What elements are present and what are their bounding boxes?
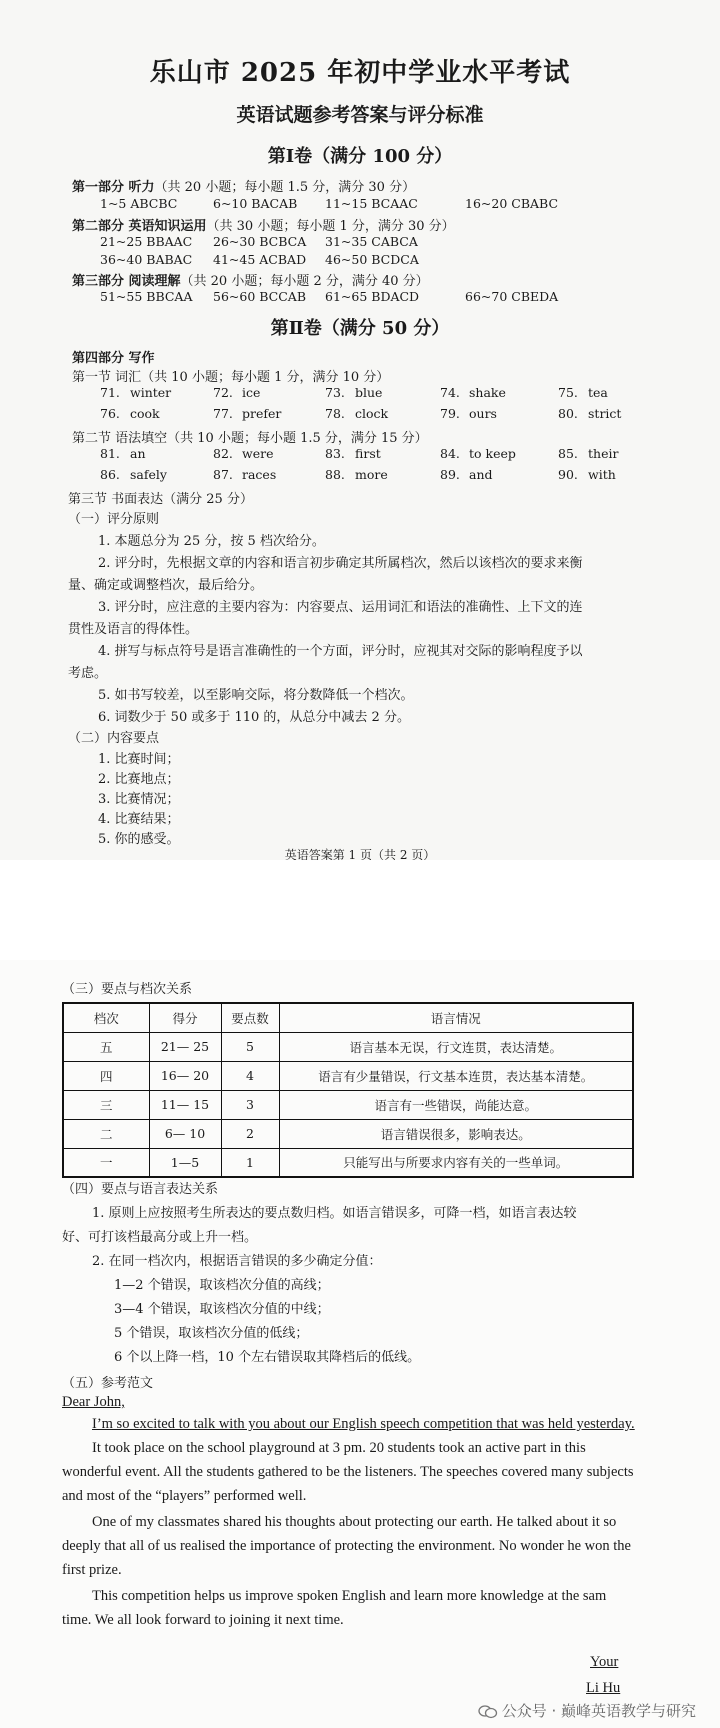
item-answer: strict [588, 406, 622, 421]
item-number: 77. [213, 406, 233, 421]
principles-heading: （一）评分原则 [68, 512, 160, 527]
column-header: 得分 [149, 1003, 221, 1032]
answer-page-2 [0, 960, 720, 1728]
letter-line: wonderful event. All the students gathered to be the listeners. The speeches covered many subjects [62, 1464, 634, 1480]
table-cell: 只能写出与所要求内容有关的一些单词。 [279, 1148, 633, 1177]
table-cell: 四 [63, 1061, 149, 1090]
table-header-row [63, 1003, 633, 1032]
item-number: 82. [213, 446, 233, 461]
table-cell: 五 [63, 1032, 149, 1061]
levels-heading: （三）要点与档次关系 [62, 982, 193, 997]
exam-subtitle: 英语试题参考答案与评分标准 [236, 104, 484, 126]
table-row [63, 1090, 633, 1119]
item-number: 79. [440, 406, 460, 421]
column-header: 要点数 [221, 1003, 279, 1032]
watermark-text: 公众号 · 巅峰英语教学与研究 [501, 1702, 696, 1720]
item-number: 74. [440, 385, 460, 400]
item-answer: clock [355, 406, 389, 421]
answer-cell: 66~70 CBEDA [465, 289, 559, 304]
principle-line: 量、确定或调整档次，最后给分。 [68, 578, 264, 593]
column-header: 语言情况 [279, 1003, 633, 1032]
table-cell: 4 [221, 1061, 279, 1090]
table-cell: 1—5 [149, 1148, 221, 1177]
principle-line: 贯性及语言的得体性。 [68, 622, 199, 637]
answer-cell: 61~65 BDACD [325, 289, 420, 304]
part4-section1: 第一节 词汇（共 10 小题；每小题 1 分，满分 10 分） [72, 370, 390, 385]
answer-cell: 46~50 BCDCA [325, 252, 419, 267]
language-relation-heading: （四）要点与语言表达关系 [62, 1182, 219, 1197]
table-cell: 5 [221, 1032, 279, 1061]
principle-line: 6. 词数少于 50 或多于 110 的，从总分中减去 2 分。 [98, 710, 410, 725]
answer-cell: 26~30 BCBCA [213, 234, 307, 249]
item-number: 83. [325, 446, 345, 461]
item-answer: and [469, 467, 493, 482]
answer-cell: 21~25 BBAAC [100, 234, 193, 249]
table-cell: 语言基本无误，行文连贯，表达清楚。 [279, 1032, 633, 1061]
item-answer: were [242, 446, 274, 461]
letter-line: deeply that all of us realised the importance of protecting the environment. No wonder he won the [62, 1538, 631, 1554]
principle-line: 2. 评分时，先根据文章的内容和语言初步确定其所属档次，然后以该档次的要求来衡 [98, 556, 583, 571]
letter-line: I’m so excited to talk with you about our English speech competition that was held yesterday. [92, 1416, 635, 1432]
table-row [63, 1032, 633, 1061]
relation-line: 2. 在同一档次内，根据语言错误的多少确定分值： [92, 1254, 382, 1269]
item-answer: with [588, 467, 616, 482]
letter-greeting: Dear John, [62, 1394, 125, 1410]
table-cell: 11— 15 [149, 1090, 221, 1119]
item-number: 72. [213, 385, 233, 400]
item-number: 76. [100, 406, 120, 421]
wechat-icon [478, 1705, 498, 1719]
table-cell: 3 [221, 1090, 279, 1119]
table-cell: 语言错误很多，影响表达。 [279, 1119, 633, 1148]
table-row [63, 1061, 633, 1090]
part4-section3: 第三节 书面表达（满分 25 分） [68, 492, 253, 507]
letter-line: time. We all look forward to joining it next time. [62, 1612, 344, 1628]
table-cell: 6— 10 [149, 1119, 221, 1148]
answer-cell: 36~40 BABAC [100, 252, 193, 267]
item-number: 80. [558, 406, 578, 421]
answer-cell: 16~20 CBABC [465, 196, 559, 211]
item-answer: to keep [469, 446, 516, 461]
volume-2-heading: 第Ⅱ卷（满分 50 分） [270, 318, 450, 339]
principle-line: 3. 评分时，应注意的主要内容为：内容要点、运用词汇和语法的准确性、上下文的连 [98, 600, 583, 615]
table-cell: 语言有少量错误，行文基本连贯，表达基本清楚。 [279, 1061, 633, 1090]
wechat-watermark [478, 1700, 696, 1721]
table-cell: 1 [221, 1148, 279, 1177]
content-point: 4. 比赛结果； [98, 812, 180, 827]
item-answer: first [355, 446, 381, 461]
item-answer: ice [242, 385, 261, 400]
relation-line: 好、可打该档最高分或上升一档。 [62, 1230, 258, 1245]
relation-line: 1. 原则上应按照考生所表达的要点数归档。如语言错误多，可降一档，如语言表达较 [92, 1206, 577, 1221]
page-footer: 英语答案第 1 页（共 2 页） [284, 848, 436, 860]
principle-line: 4. 拼写与标点符号是语言准确性的一个方面，评分时，应视其对交际的影响程度予以 [98, 644, 583, 659]
letter-line: first prize. [62, 1562, 122, 1578]
relation-line: 1—2 个错误，取该档次分值的高线； [114, 1278, 330, 1293]
item-number: 90. [558, 467, 578, 482]
content-point: 1. 比赛时间； [98, 752, 180, 767]
volume-1-heading: 第Ⅰ卷（满分 100 分） [267, 146, 453, 167]
item-answer: prefer [242, 406, 282, 421]
letter-closing: Your [590, 1654, 619, 1670]
grading-table [62, 1002, 634, 1178]
letter-line: This competition helps us improve spoken English and learn more knowledge at the sam [92, 1588, 607, 1604]
item-number: 78. [325, 406, 345, 421]
item-answer: cook [130, 406, 160, 421]
table-cell: 二 [63, 1119, 149, 1148]
part4-section2: 第二节 语法填空（共 10 小题；每小题 1.5 分，满分 15 分） [72, 431, 428, 446]
table-cell: 2 [221, 1119, 279, 1148]
table-cell: 三 [63, 1090, 149, 1119]
principle-line: 1. 本题总分为 25 分，按 5 档次给分。 [98, 534, 325, 549]
item-number: 87. [213, 467, 233, 482]
item-number: 89. [440, 467, 460, 482]
relation-line: 3—4 个错误，取该档次分值的中线； [114, 1302, 330, 1317]
item-answer: tea [588, 385, 608, 400]
answer-page-1 [0, 0, 720, 860]
answer-cell: 41~45 ACBAD [213, 252, 307, 267]
table-cell: 语言有一些错误，尚能达意。 [279, 1090, 633, 1119]
column-header: 档次 [63, 1003, 149, 1032]
content-point: 3. 比赛情况； [98, 792, 180, 807]
answer-cell: 31~35 CABCA [325, 234, 418, 249]
answer-cell: 51~55 BBCAA [100, 289, 193, 304]
item-number: 81. [100, 446, 120, 461]
item-answer: ours [469, 406, 497, 421]
exam-title: 乐山市 2025 年初中学业水平考试 [149, 58, 571, 88]
answer-cell: 1~5 ABCBC [100, 196, 178, 211]
table-cell: 一 [63, 1148, 149, 1177]
answer-cell: 56~60 BCCAB [213, 289, 307, 304]
item-answer: winter [130, 385, 172, 400]
content-points-heading: （二）内容要点 [68, 731, 160, 746]
letter-signature: Li Hu [586, 1680, 621, 1696]
principle-line: 考虑。 [68, 666, 108, 681]
part3-heading: 第三部分 阅读理解（共 20 小题；每小题 2 分，满分 40 分） [72, 274, 429, 289]
item-answer: safely [130, 467, 167, 482]
item-answer: blue [355, 385, 383, 400]
item-number: 88. [325, 467, 345, 482]
relation-line: 5 个错误，取该档次分值的低线； [114, 1326, 309, 1341]
principle-line: 5. 如书写较差，以至影响交际，将分数降低一个档次。 [98, 688, 414, 703]
answer-cell: 6~10 BACAB [213, 196, 298, 211]
sample-heading: （五）参考范文 [62, 1376, 154, 1391]
part4-heading: 第四部分 写作 [72, 351, 155, 366]
letter-line: It took place on the school playground at 3 pm. 20 students took an active part in this [92, 1440, 586, 1456]
item-number: 73. [325, 385, 345, 400]
table-row [63, 1119, 633, 1148]
letter-line: One of my classmates shared his thoughts about protecting our earth. He talked about it so [92, 1514, 617, 1530]
table-row [63, 1148, 633, 1177]
item-answer: shake [469, 385, 506, 400]
item-answer: races [242, 467, 277, 482]
item-number: 86. [100, 467, 120, 482]
item-number: 71. [100, 385, 120, 400]
item-answer: more [355, 467, 388, 482]
content-point: 5. 你的感受。 [98, 832, 180, 847]
table-cell: 21— 25 [149, 1032, 221, 1061]
part2-heading: 第二部分 英语知识运用（共 30 小题；每小题 1 分，满分 30 分） [72, 219, 455, 234]
item-answer: their [588, 446, 619, 461]
letter-line: and most of the “players” performed well. [62, 1488, 307, 1504]
answer-cell: 11~15 BCAAC [325, 196, 418, 211]
item-answer: an [130, 446, 146, 461]
table-cell: 16— 20 [149, 1061, 221, 1090]
item-number: 75. [558, 385, 578, 400]
item-number: 85. [558, 446, 578, 461]
content-point: 2. 比赛地点； [98, 772, 180, 787]
part1-heading: 第一部分 听力（共 20 小题；每小题 1.5 分，满分 30 分） [72, 180, 416, 195]
relation-line: 6 个以上降一档，10 个左右错误取其降档后的低线。 [114, 1350, 421, 1365]
item-number: 84. [440, 446, 460, 461]
